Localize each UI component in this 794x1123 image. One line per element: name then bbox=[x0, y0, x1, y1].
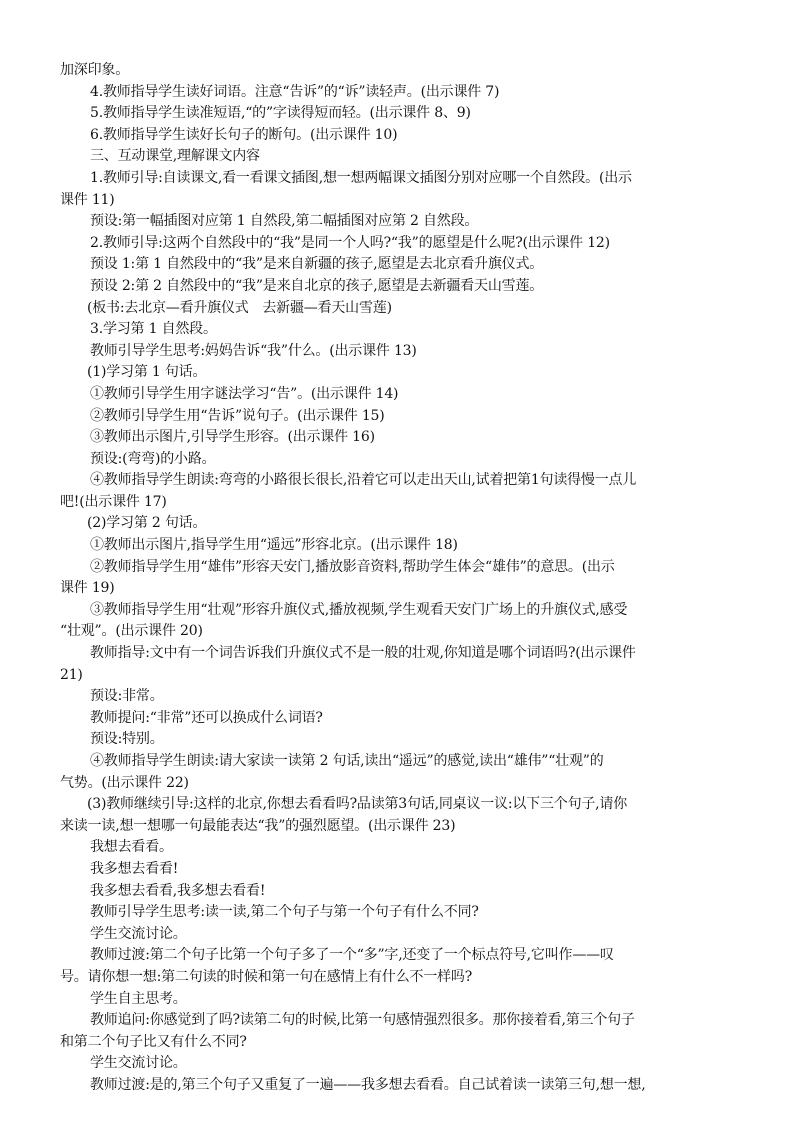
text-line: ②教师指导学生用“雄伟”形容天安门,播放影音资料,帮助学生体会“雄伟”的意思。(出示 bbox=[90, 558, 615, 575]
text-line: 学生自主思考。 bbox=[90, 990, 187, 1007]
text-line: 教师追问:你感觉到了吗?读第二句的时候,比第一句感情强烈很多。那你接着看,第三个句子 bbox=[90, 1012, 635, 1029]
text-line: ④教师指导学生朗读:弯弯的小路很长很长,沿着它可以走出天山,试着把第1句读得慢一点儿 bbox=[90, 472, 637, 489]
text-line: ①教师出示图片,指导学生用“遥远”形容北京。(出示课件 18) bbox=[90, 537, 458, 554]
text-line: “壮观”。(出示课件 20) bbox=[60, 623, 203, 640]
example-sentence: 我多想去看看! bbox=[90, 860, 179, 877]
text-line: 学生交流讨论。 bbox=[90, 1055, 187, 1072]
text-line: 3.学习第 1 自然段。 bbox=[90, 321, 217, 338]
text-line: 和第二个句子比又有什么不同? bbox=[60, 1033, 247, 1050]
text-line: 教师指导:文中有一个词告诉我们升旗仪式不是一般的壮观,你知道是哪个词语吗?(出示课件 bbox=[90, 645, 636, 662]
text-line: 预设:(弯弯)的小路。 bbox=[90, 450, 216, 467]
text-line: 预设 1:第 1 自然段中的“我”是来自新疆的孩子,愿望是去北京看升旗仪式。 bbox=[90, 256, 544, 273]
text-line: 2.教师引导:这两个自然段中的“我”是同一个人吗?“我”的愿望是什么呢?(出示课件 12) bbox=[90, 234, 610, 251]
example-sentence: 我想去看看。 bbox=[90, 839, 173, 856]
text-line: 来读一读,想一想哪一句最能表达“我”的强烈愿望。(出示课件 23) bbox=[60, 817, 456, 834]
text-line: 学生交流讨论。 bbox=[90, 925, 187, 942]
text-line: ④教师指导学生朗读:请大家读一读第 2 句话,读出“遥远”的感觉,读出“雄伟”“壮观”的 bbox=[90, 753, 604, 769]
text-line: 教师过渡:是的,第三个句子又重复了一遍——我多想去看看。自己试着读一读第三句,想一想, bbox=[90, 1076, 646, 1093]
text-line: (2)学习第 2 句话。 bbox=[87, 515, 207, 532]
text-line: 预设:特别。 bbox=[90, 731, 164, 748]
text-line: 教师过渡:第二个句子比第一个句子多了一个“多”字,还变了一个标点符号,它叫作——叹 bbox=[90, 947, 614, 964]
text-line: ③教师指导学生用“壮观”形容升旗仪式,播放视频,学生观看天安门广场上的升旗仪式,感受 bbox=[90, 601, 628, 618]
text-line: 加深印象。 bbox=[60, 62, 129, 78]
text-line: ③教师出示图片,引导学生形容。(出示课件 16) bbox=[90, 429, 375, 446]
document-body bbox=[60, 60, 734, 1097]
text-line: 1.教师引导:自读课文,看一看课文插图,想一想两幅课文插图分别对应哪一个自然段。(出示 bbox=[90, 169, 632, 186]
text-line: 教师引导学生思考:妈妈告诉“我”什么。(出示课件 13) bbox=[90, 342, 417, 359]
text-line: 预设:非常。 bbox=[90, 688, 164, 705]
text-line: 预设 2:第 2 自然段中的“我”是来自北京的孩子,愿望是去新疆看天山雪莲。 bbox=[90, 277, 544, 294]
text-line: 预设:第一幅插图对应第 1 自然段,第二幅插图对应第 2 自然段。 bbox=[90, 213, 479, 230]
text-line: 教师提问:“非常”还可以换成什么词语? bbox=[90, 709, 323, 726]
text-line: ②教师引导学生用“告诉”说句子。(出示课件 15) bbox=[90, 407, 385, 424]
text-line: 课件 11) bbox=[60, 191, 115, 208]
text-line: (板书:去北京—看升旗仪式 去新疆—看天山雪莲) bbox=[87, 299, 392, 316]
text-line: 4.教师指导学生读好词语。注意“告诉”的“诉”读轻声。(出示课件 7) bbox=[90, 83, 500, 100]
text-line: (3)教师继续引导:这样的北京,你想去看看吗?品读第3句话,同桌议一议:以下三个句子,请你 bbox=[87, 796, 628, 813]
text-line: 6.教师指导学生读好长句子的断句。(出示课件 10) bbox=[90, 126, 398, 143]
text-line: ①教师引导学生用字谜法学习“告”。(出示课件 14) bbox=[90, 385, 399, 402]
text-line: (1)学习第 1 句话。 bbox=[87, 364, 207, 381]
section-heading: 三、互动课堂,理解课文内容 bbox=[90, 148, 260, 165]
text-line: 5.教师指导学生读准短语,“的”字读得短而轻。(出示课件 8、9) bbox=[90, 105, 471, 122]
text-line: 气势。(出示课件 22) bbox=[60, 774, 189, 791]
text-line: 号。请你想一想:第二句读的时候和第一句在感情上有什么不一样吗? bbox=[60, 968, 473, 985]
example-sentence: 我多想去看看,我多想去看看! bbox=[90, 882, 266, 899]
text-line: 课件 19) bbox=[60, 580, 115, 597]
text-line: 21) bbox=[60, 666, 83, 683]
text-line: 教师引导学生思考:读一读,第二个句子与第一个句子有什么不同? bbox=[90, 904, 479, 921]
text-line: 吧!(出示课件 17) bbox=[60, 493, 167, 510]
